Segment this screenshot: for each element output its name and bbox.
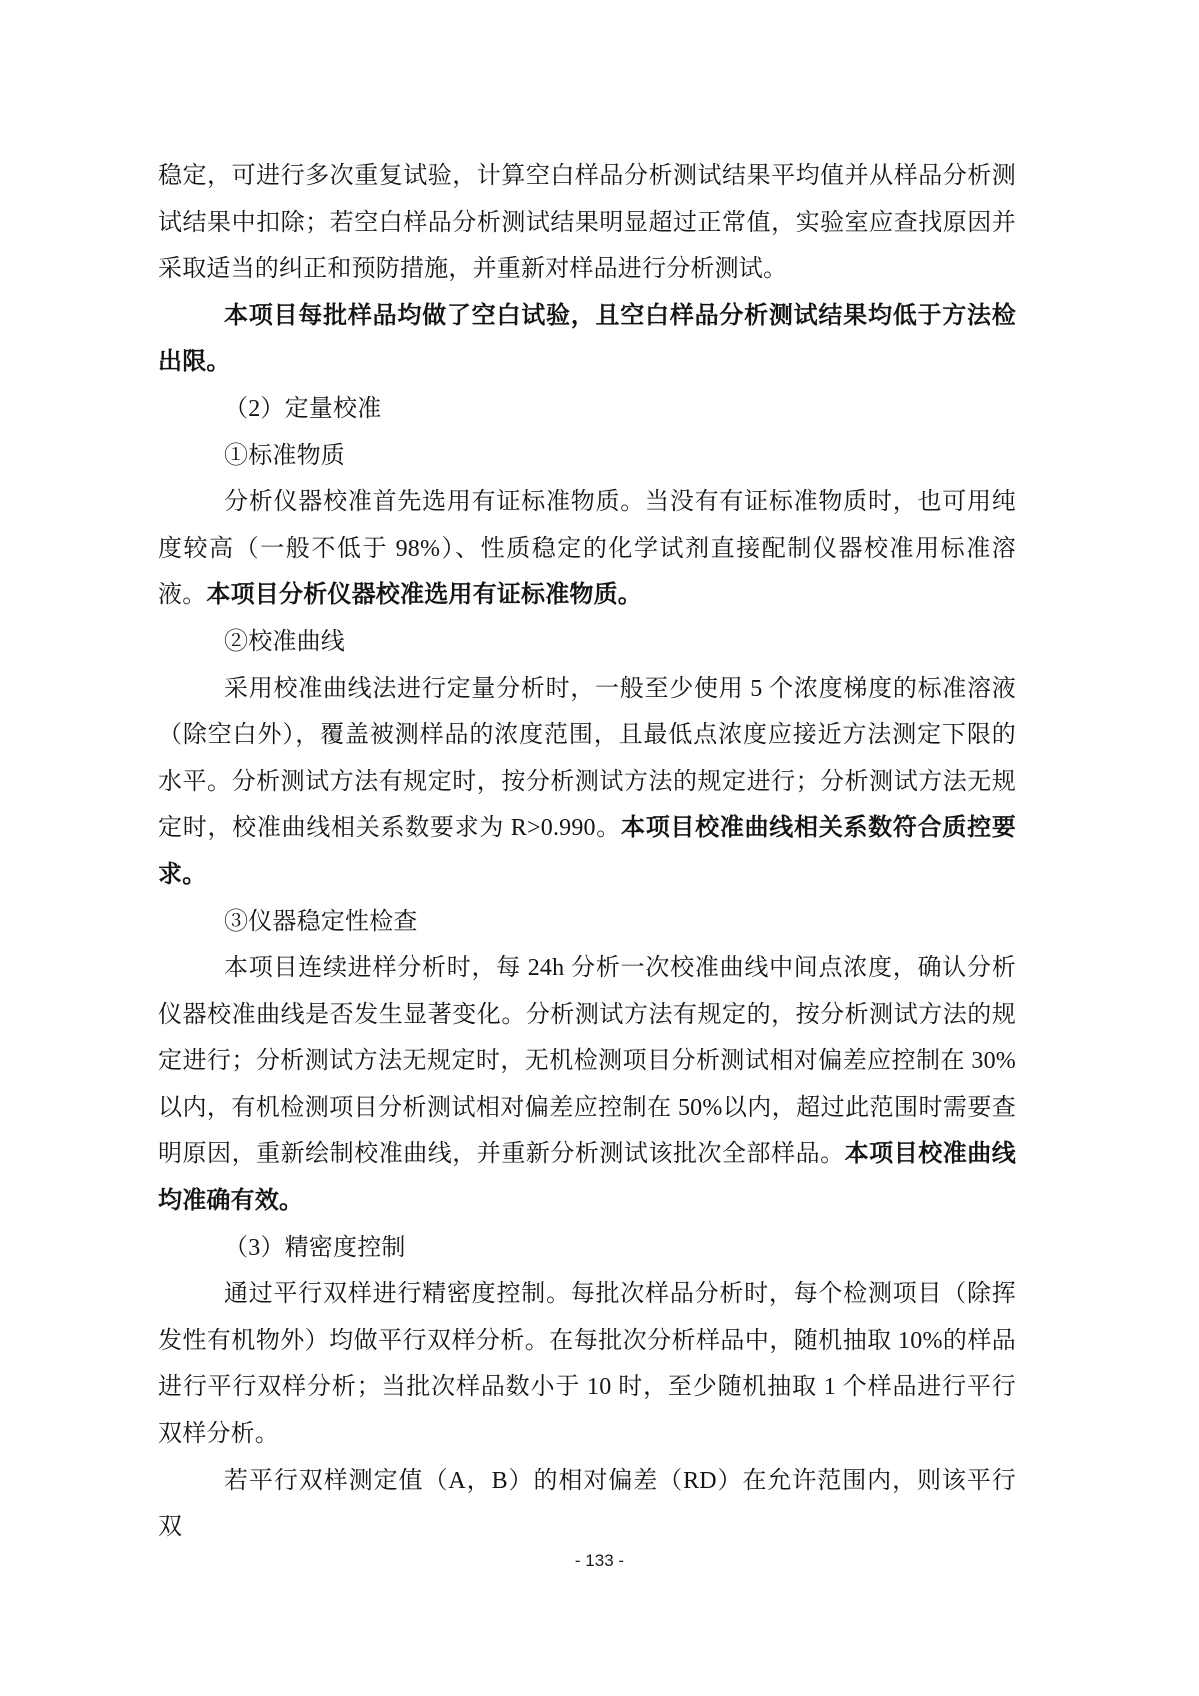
heading-text: （2）定量校准 xyxy=(224,395,382,422)
heading-text: ②校准曲线 xyxy=(224,628,345,655)
heading-text: ①标准物质 xyxy=(224,442,345,469)
paragraph-precision-control xyxy=(158,1271,1016,1457)
text-run-bold: 本项目分析仪器校准选用有证标准物质。 xyxy=(206,582,643,609)
paragraph-blank-test-conclusion xyxy=(158,293,1016,386)
page-body-text xyxy=(158,153,1016,1551)
heading-text: （3）精密度控制 xyxy=(224,1234,406,1261)
text-run-bold: 本项目每批样品均做了空白试验，且空白样品分析测试结果均低于方法检出限。 xyxy=(158,302,1016,376)
text-run: 采用校准曲线法进行定量分析时，一般至少使用 5 个浓度梯度的标准溶液（除空白外），覆盖被测样品的浓度范围，且最低点浓度应接近方法测定下限的水平。分析测试方法有规定时，按分析测试方法的规定进行；分析测试方法无规定时，校准曲线相关系数要求为 R>0.990。 xyxy=(158,675,1016,842)
text-run: 稳定，可进行多次重复试验，计算空白样品分析测试结果平均值并从样品分析测试结果中扣除；若空白样品分析测试结果明显超过正常值，实验室应查找原因并采取适当的纠正和预防措施，并重新对样品进行分析测试。 xyxy=(158,163,1016,283)
text-run: 若平行双样测定值（A，B）的相对偏差（RD）在允许范围内，则该平行双 xyxy=(158,1467,1016,1541)
paragraph-calibration-curve xyxy=(158,666,1016,899)
text-run-bold: 本项目校准曲线相关系数符合质控要求。 xyxy=(158,815,1016,888)
text-run: 本项目连续进样分析时，每 24h 分析一次校准曲线中间点浓度，确认分析仪器校准曲线是否发生显著变化。分析测试方法有规定的，按分析测试方法的规定进行；分析测试方法无规定时，无机检测项目分析测试相对偏差应控制在 30%以内，有机检测项目分析测试相对偏差应控制在 50%以内，超过此范围时需要查明原因，重新绘制校准曲线，并重新分析测试该批次全部样品。 xyxy=(158,955,1016,1168)
paragraph-blank-test-continuation xyxy=(158,153,1016,293)
paragraph-duplicate-sample-deviation xyxy=(158,1458,1016,1551)
heading-text: ③仪器稳定性检查 xyxy=(224,908,418,935)
heading-standard-material xyxy=(158,433,1016,480)
text-run-bold: 本项目校准曲线均准确有效。 xyxy=(158,1141,1016,1215)
paragraph-instrument-stability xyxy=(158,945,1016,1225)
heading-precision-control xyxy=(158,1225,1016,1272)
heading-calibration-curve xyxy=(158,619,1016,666)
paragraph-standard-material xyxy=(158,479,1016,619)
heading-quantitative-calibration xyxy=(158,386,1016,433)
text-run: 分析仪器校准首先选用有证标准物质。当没有有证标准物质时，也可用纯度较高（一般不低于 98%）、性质稳定的化学试剂直接配制仪器校准用标准溶液。 xyxy=(158,489,1016,609)
page-number: - 133 - xyxy=(574,1551,625,1570)
heading-instrument-stability xyxy=(158,899,1016,946)
text-run: 通过平行双样进行精密度控制。每批次样品分析时，每个检测项目（除挥发性有机物外）均做平行双样分析。在每批次分析样品中，随机抽取 10%的样品进行平行双样分析；当批次样品数小于 10 时，至少随机抽取 1 个样品进行平行双样分析。 xyxy=(158,1281,1016,1448)
